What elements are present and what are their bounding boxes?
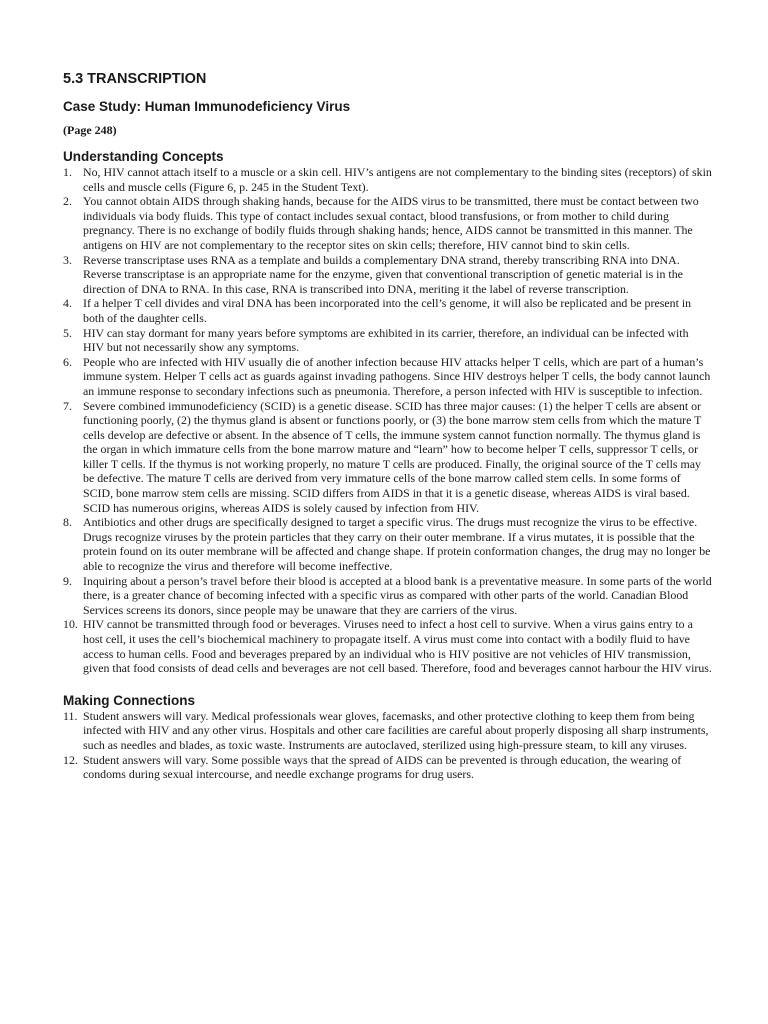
item-number: 2. <box>63 194 72 209</box>
item-text: HIV cannot be transmitted through food or beverages. Viruses need to infect a host cell to survive. When a virus gains entry to a host cell, it uses the cell’s biochemical machinery to propagate itself. A virus must come into contact with a bodily fluid to have access to human cells. Food and beverages prepared by an individual who is HIV positive are not vehicles of HIV transmission, given that food consists of dead cells and beverages are not cell based. Therefore, food and beverages cannot harbour the HIV virus. <box>83 617 712 676</box>
list-item <box>63 709 712 753</box>
understanding-concepts-list <box>63 165 712 676</box>
case-study-title: Case Study: Human Immunodeficiency Virus <box>63 99 351 114</box>
item-text: Severe combined immunodeficiency (SCID) is a genetic disease. SCID has three major causes: (1) the helper T cells are absent or functioning poorly, (2) the thymus gland is absent or functions poorly, or (3) the bone marrow stem cells from which the mature T cells develop are defective or absent. In the absence of T cells, the immune system cannot function normally. The thymus gland is the organ in which immature cells from the bone marrow mature and “learn” how to become helper T cells, suppressor T cells, or killer T cells. If the thymus is not working properly, no mature T cells are produced. Finally, the original source of the T cells may be defective. The mature T cells are derived from very immature cells of the bone marrow called stem cells. In some forms of SCID, bone marrow stem cells are missing. SCID differs from AIDS in that it is a genetic disease, whereas AIDS is viral based. SCID has numerous origins, whereas AIDS is solely caused by infection from HIV. <box>83 398 702 515</box>
item-number: 5. <box>63 325 72 340</box>
list-item <box>63 574 712 618</box>
item-number: 8. <box>63 515 72 530</box>
item-text: No, HIV cannot attach itself to a muscle or a skin cell. HIV’s antigens are not complementary to the binding sites (receptors) of skin cells and muscle cells (Figure 6, p. 245 in the Student Text). <box>83 165 712 194</box>
item-number: 1. <box>63 165 72 179</box>
list-item <box>63 399 712 516</box>
item-text: Antibiotics and other drugs are specifically designed to target a specific virus. The drugs must recognize the virus to be effective. Drugs recognize viruses by the protein particles that they carry on their outer membrane. If a virus mutates, it is possible that the protein found on its outer membrane will be affected and change shape. If protein conformation changes, the drug may no longer be able to recognize the virus and therefore will become ineffective. <box>83 515 711 574</box>
list-item <box>63 515 712 573</box>
section-title: 5.3 TRANSCRIPTION <box>63 71 207 87</box>
item-text: If a helper T cell divides and viral DNA has been incorporated into the cell’s genome, it will also be replicated and be present in both of the daughter cells. <box>83 296 692 325</box>
item-number: 11. <box>63 708 78 723</box>
item-text: Student answers will vary. Medical professionals wear gloves, facemasks, and other protective clothing to keep them from being infected with HIV and any other virus. Hospitals and other care facilities are careful about properly disposing all sharp instruments, such as needles and blades, as toxic waste. Instruments are autoclaved, sterilized using high-pressure steam, to kill any viruses. <box>83 708 709 752</box>
item-number: 10. <box>63 617 78 632</box>
item-number: 6. <box>63 354 72 369</box>
item-number: 4. <box>63 296 72 311</box>
page-reference: (Page 248) <box>63 123 117 137</box>
list-item <box>63 753 712 782</box>
making-connections-heading: Making Connections <box>63 692 196 708</box>
list-item <box>63 194 712 252</box>
list-item <box>63 326 712 355</box>
item-text: Inquiring about a person’s travel before their blood is accepted at a blood bank is a preventative measure. In some parts of the world there, is a greater chance of becoming infected with a specific virus as compared with other parts of the world. Canadian Blood Services screens its donors, since people may be unaware that they are carriers of the virus. <box>83 573 712 617</box>
item-text: HIV can stay dormant for many years before symptoms are exhibited in its carrier, therefore, an individual can be infected with HIV but not necessarily show any symptoms. <box>83 325 689 355</box>
understanding-concepts-heading: Understanding Concepts <box>63 149 224 164</box>
list-item <box>63 165 712 194</box>
item-number: 7. <box>63 398 72 413</box>
item-text: Reverse transcriptase uses RNA as a template and builds a complementary DNA strand, thereby transcribing RNA into DNA. Reverse transcriptase is an appropriate name for the enzyme, given that conventional transcription of genetic material is in the direction of DNA to RNA. In this case, RNA is transcribed into DNA, meriting it the label of reverse transcription. <box>83 252 683 296</box>
item-number: 3. <box>63 252 72 267</box>
item-number: 12. <box>63 752 78 767</box>
item-text: People who are infected with HIV usually die of another infection because HIV attacks helper T cells, which are part of a human’s immune system. Helper T cells act as guards against invading pathogens. Since HIV destroys helper T cells, the body cannot launch an immune response to secondary infections such as pneumonia. Therefore, a person infected with HIV is susceptible to infection. <box>83 354 711 398</box>
item-text: You cannot obtain AIDS through shaking hands, because for the AIDS virus to be transmitted, there must be contact between two individuals via body fluids. This type of contact includes sexual contact, blood transfusions, or from mother to child during pregnancy. There is no exchange of bodily fluids through shaking hands; hence, AIDS cannot be transmitted in this manner. The antigens on HIV are not complementary to the receptor sites on skin cells; therefore, HIV cannot bind to skin cells. <box>83 194 699 252</box>
list-item <box>63 296 712 325</box>
list-item <box>63 355 712 399</box>
list-item <box>63 253 712 297</box>
making-connections-list <box>63 709 712 782</box>
item-number: 9. <box>63 573 72 588</box>
item-text: Student answers will vary. Some possible ways that the spread of AIDS can be prevented is through education, the wearing of condoms during sexual intercourse, and needle exchange programs for drug users. <box>83 752 682 782</box>
list-item <box>63 617 712 675</box>
